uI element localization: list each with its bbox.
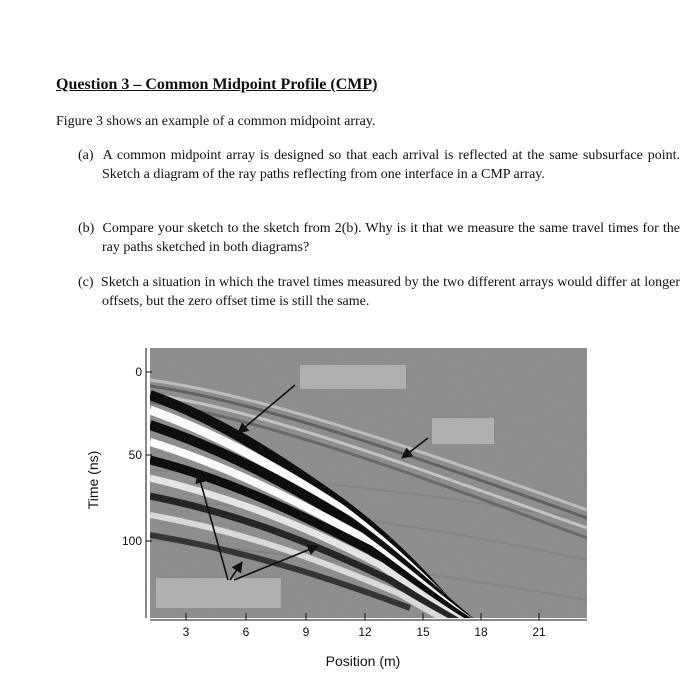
x-tick-label: 21 [532,625,546,639]
x-tick-label: 6 [242,625,250,639]
x-tick-label: 3 [182,625,190,639]
x-tick-label: 12 [358,625,372,639]
x-tick-label: 15 [416,625,430,639]
reflection-bands [150,348,587,655]
item-text: A common midpoint array is designed so that each arrival is reflected at the same subsurface point. Sketch a diagram of the ray paths reflecting from one interface in a CMP array. [102,148,680,182]
question-title: Question 3 – Common Midpoint Profile (CMP) [56,76,378,93]
item-text: Compare your sketch to the sketch from 2(b). Why is it that we measure the same travel times for the ray paths sketched in both diagrams? [102,221,681,255]
figure-intro: Figure 3 shows an example of a common midpoint array. [56,114,376,129]
y-axis-label: Time (ns) [85,450,101,510]
item-label: (b) [78,221,95,236]
y-tick-label: 100 [121,534,142,548]
item-text: Sketch a situation in which the travel times measured by the two different arrays would differ at longer offsets, but the zero offset time is still the same. [100,275,680,309]
x-axis-label: Position (m) [325,653,401,669]
item-label: (a) [78,148,94,163]
x-tick-label: 18 [474,625,488,639]
y-tick-label: 50 [128,448,142,462]
x-tick-label: 9 [302,625,310,639]
item-label: (c) [78,275,94,290]
hidden-label-box-bottom [156,578,281,608]
hidden-label-box-top [300,365,406,389]
hidden-label-box-right [432,418,494,444]
y-tick-label: 0 [135,365,142,379]
